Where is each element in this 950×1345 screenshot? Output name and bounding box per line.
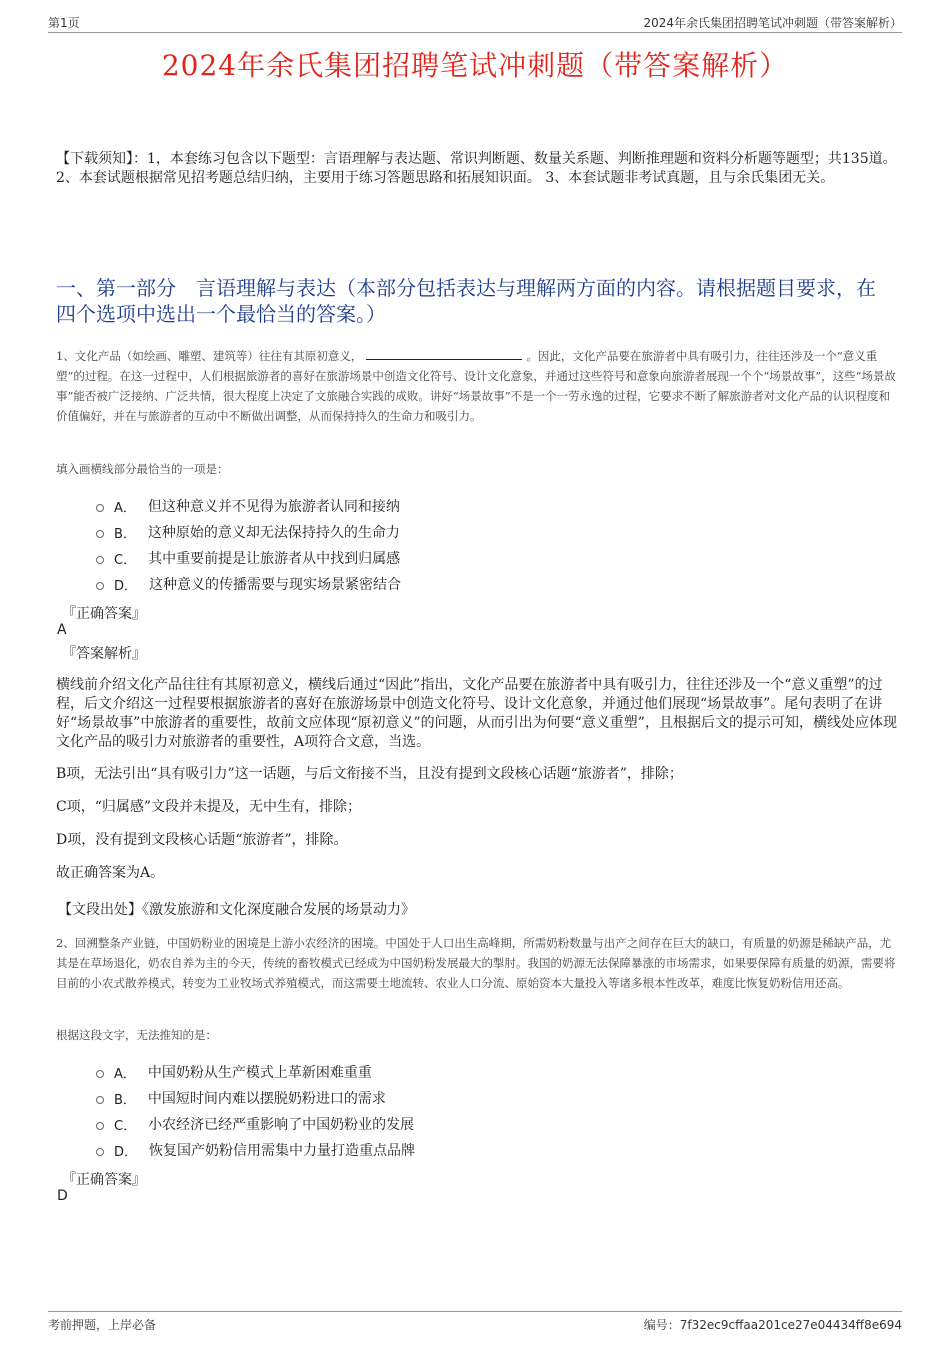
analysis-paragraph-1: 横线前介绍文化产品往往有其原初意义，横线后通过“因此”指出，文化产品要在旅游者中具有吸引力，往往还涉及一个“意义重塑”的过程，后文介绍这一过程要根据旅游者的喜好在旅游场景中创造文化符号、设计文化意象，并通过他们展现“场景故事”。尾句表明了在讲好“场景故事”中旅游者的重要性，故前文应体现“原初意义”的问题，从而引出为何要“意义重塑”，且根据后文的提示可知，横线处应体现文化产品的吸引力对旅游者的重要性，A项符合文意，当选。 [56, 677, 897, 750]
option-text: 中国短时间内难以摆脱奶粉进口的需求 [147, 1091, 386, 1107]
option-text: 这种原始的意义却无法保持持久的生命力 [147, 525, 400, 541]
radio-icon[interactable] [96, 1148, 104, 1156]
fill-blank [366, 347, 522, 360]
option-letter: A． [114, 500, 136, 516]
page-footer [48, 1311, 902, 1334]
correct-answer-label: 『正确答案』 [62, 606, 146, 622]
option-text: 其中重要前提是让旅游者从中找到归属感 [148, 551, 401, 567]
option-b[interactable] [96, 519, 401, 545]
footer-code-value: 7f32ec9cffaa201ce27e04434ff8e694 [679, 1318, 902, 1332]
analysis-paragraph-5: 故正确答案为A。 [56, 865, 165, 881]
correct-answer: D [57, 1188, 68, 1204]
correct-answer-label: 『正确答案』 [62, 1172, 146, 1188]
analysis-paragraph-2: B项，无法引出“具有吸引力”这一话题，与后文衔接不当，且没有提到文段核心话题“旅游者”，排除； [56, 766, 683, 782]
page-header [48, 12, 902, 33]
question-2-prompt: 根据这段文字，无法推知的是： [56, 1028, 217, 1042]
option-text: 中国奶粉从生产模式上革新困难重重 [147, 1065, 372, 1081]
option-letter: D． [114, 578, 138, 594]
download-notice: 【下载须知】：1，本套练习包含以下题型：言语理解与表达题、常识判断题、数量关系题、判断推理题和资料分析题等题型；共135道。 2、本套试题根据常见招考题总结归纳，主要用于练习答题思路和拓展知识面。 3、本套试题非考试真题，且与余氏集团无关。 [56, 151, 897, 186]
question-1-prompt: 填入画横线部分最恰当的一项是： [56, 462, 229, 476]
question-1-options [96, 493, 401, 597]
radio-icon[interactable] [96, 504, 104, 512]
option-letter: C． [114, 552, 137, 568]
question-1-text [56, 346, 898, 426]
footer-code-label: 编号： [643, 1318, 680, 1332]
page-number: 第1页 [48, 16, 80, 30]
option-text: 恢复国产奶粉信用需集中力量打造重点品牌 [149, 1143, 416, 1159]
footer-code [644, 1316, 902, 1333]
footer-slogan: 考前押题，上岸必备 [48, 1318, 157, 1332]
radio-icon[interactable] [96, 1122, 104, 1130]
option-a[interactable] [96, 493, 401, 519]
radio-icon[interactable] [96, 1070, 104, 1078]
question-2-options [96, 1059, 415, 1163]
radio-icon[interactable] [96, 1096, 104, 1104]
option-a[interactable] [96, 1059, 415, 1085]
option-letter: D． [114, 1144, 138, 1160]
radio-icon[interactable] [96, 582, 104, 590]
option-c[interactable] [96, 545, 401, 571]
option-letter: B． [114, 526, 136, 542]
analysis-paragraph-4: D项，没有提到文段核心话题“旅游者”，排除。 [56, 832, 348, 848]
radio-icon[interactable] [96, 556, 104, 564]
option-letter: B． [114, 1092, 136, 1108]
header-doc-title: 2024年余氏集团招聘笔试冲刺题（带答案解析） [643, 16, 902, 30]
option-text: 小农经济已经严重影响了中国奶粉业的发展 [148, 1117, 415, 1133]
option-text: 但这种意义并不见得为旅游者认同和接纳 [147, 499, 400, 515]
option-b[interactable] [96, 1085, 415, 1111]
analysis-label: 『答案解析』 [62, 646, 146, 662]
question-1-text-before: 1、文化产品（如绘画、雕塑、建筑等）往往有其原初意义， [56, 349, 363, 363]
section-title: 一、第一部分 言语理解与表达（本部分包括表达与理解两方面的内容。请根据题目要求，在四个选项中选出一个最恰当的答案。） [56, 276, 876, 326]
question-1-text-after: 。因此，文化产品要在旅游者中具有吸引力，往往还涉及一个“意义重塑”的过程。在这一过程中，人们根据旅游者的喜好在旅游场景中创造文化符号、设计文化意象，并通过这些符号和意象向旅游者展现一个个“场景故事”，这些“场景故事”能否被广泛接纳、广泛共情，很大程度上决定了文旅融合实践的成败。讲好“场景故事”不是一个一劳永逸的过程，它要求不断了解旅游者对文化产品的认识程度和价值偏好，并在与旅游者的互动中不断做出调整，从而保持持久的生命力和吸引力。 [56, 349, 897, 423]
correct-answer: A [57, 622, 67, 638]
option-c[interactable] [96, 1111, 415, 1137]
question-2-text: 2、回溯整条产业链，中国奶粉业的困境是上游小农经济的困境。中国处于人口出生高峰期，所需奶粉数量与出产之间存在巨大的缺口，有质量的奶源是稀缺产品，尤其是在草场退化，奶农自养为主的今天，传统的畜牧模式已经成为中国奶粉发展最大的掣肘。我国的奶源无法保障暴涨的市场需求，如果要保障有质量的奶源，需要将目前的小农式散养模式，转变为工业牧场式养殖模式，而这需要土地流转、农业人口分流、原始资本大量投入等诸多根本性改革，难度比恢复奶粉信用还高。 [56, 936, 896, 990]
option-letter: C． [114, 1118, 137, 1134]
option-d[interactable] [96, 1137, 415, 1163]
radio-icon[interactable] [96, 530, 104, 538]
analysis-paragraph-3: C项，“归属感”文段并未提及，无中生有，排除； [56, 799, 362, 815]
option-text: 这种意义的传播需要与现实场景紧密结合 [149, 577, 402, 593]
option-d[interactable] [96, 571, 401, 597]
option-letter: A． [114, 1066, 136, 1082]
passage-source: 【文段出处】《激发旅游和文化深度融合发展的场景动力》 [58, 902, 415, 918]
document-title: 2024年余氏集团招聘笔试冲刺题（带答案解析） [161, 49, 789, 82]
